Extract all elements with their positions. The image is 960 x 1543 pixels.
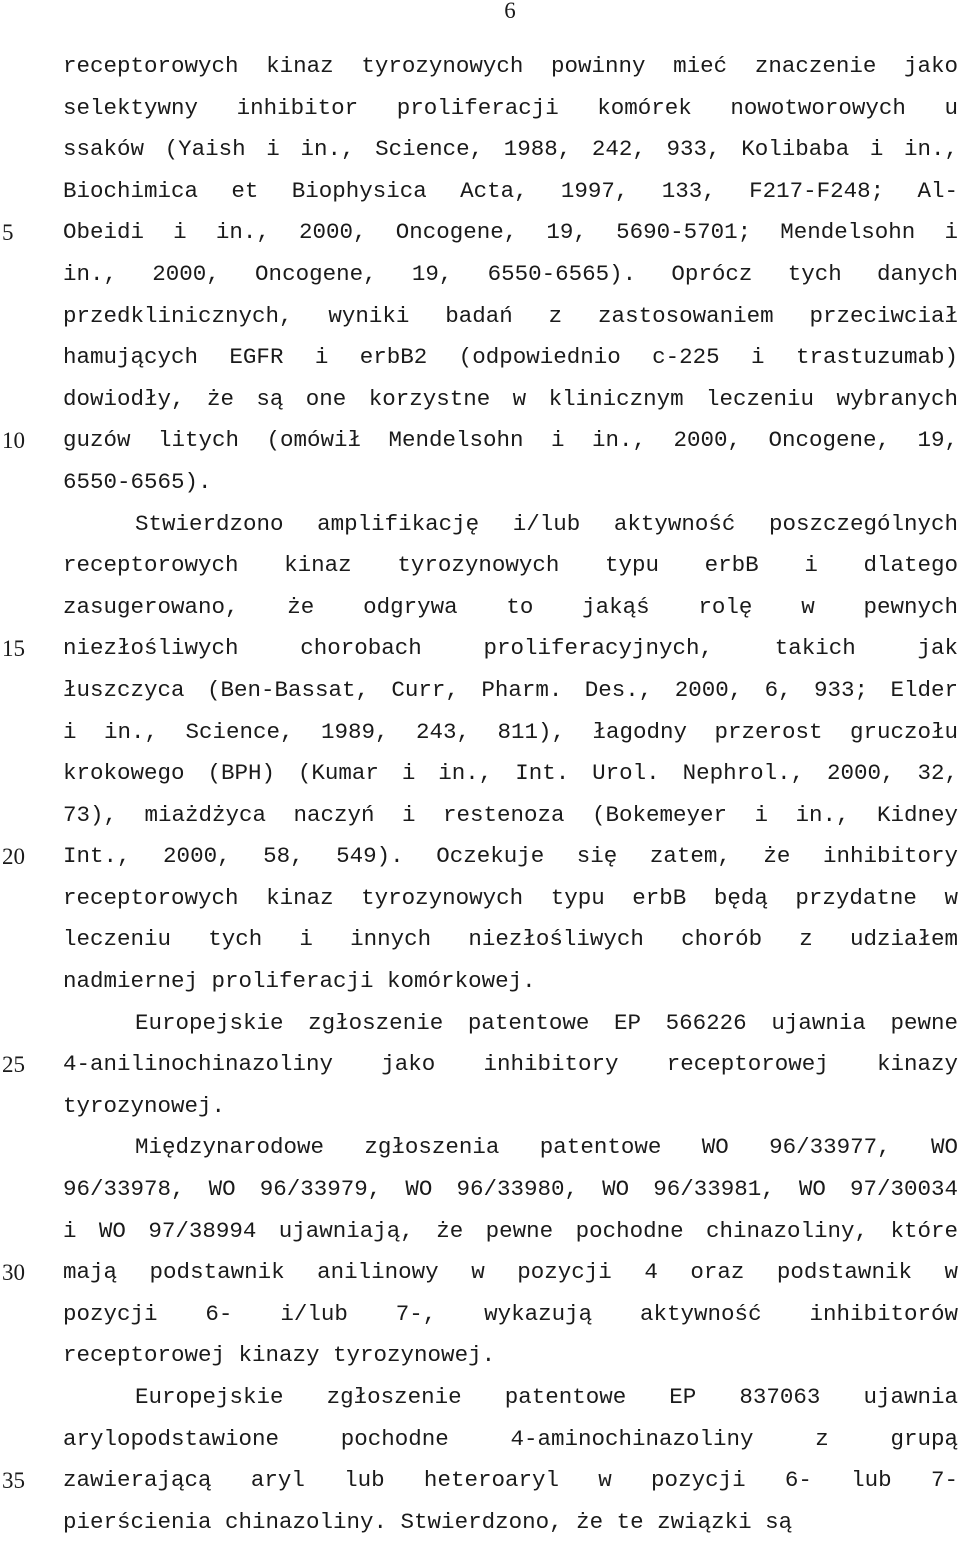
text-line: guzów litych (omówił Mendelsohn i in., 2000, Oncogene, 19,: [63, 427, 958, 454]
text-line: dowiodły, że są one korzystne w klinicznym leczeniu wybranych: [63, 385, 958, 412]
text-line: i WO 97/38994 ujawniają, że pewne pochodne chinazoliny, które: [63, 1217, 958, 1244]
margin-line-number: 35: [2, 1468, 25, 1494]
margin-line-number: 20: [2, 844, 25, 870]
text-line: Międzynarodowe zgłoszenia patentowe WO 96/33977, WO: [135, 1134, 958, 1161]
text-line: receptorowych kinaz tyrozynowych typu erbB i dlatego: [63, 552, 958, 579]
text-line: niezłośliwych chorobach proliferacyjnych, takich jak: [63, 635, 958, 662]
text-line: łuszczyca (Ben-Bassat, Curr, Pharm. Des., 2000, 6, 933; Elder: [63, 676, 958, 703]
text-line: pozycji 6- i/lub 7-, wykazują aktywność inhibitorów: [63, 1300, 958, 1327]
margin-line-number: 15: [2, 636, 25, 662]
page-number: 6: [504, 0, 516, 23]
text-line: Int., 2000, 58, 549). Oczekuje się zatem, że inhibitory: [63, 843, 958, 870]
text-line: arylopodstawione pochodne 4-aminochinazoliny z grupą: [63, 1425, 958, 1452]
text-line: nadmiernej proliferacji komórkowej.: [63, 968, 536, 995]
text-line: 73), miażdżyca naczyń i restenoza (Bokemeyer i in., Kidney: [63, 801, 958, 828]
text-line: tyrozynowej.: [63, 1092, 226, 1119]
text-line: Europejskie zgłoszenie patentowe EP 566226 ujawnia pewne: [135, 1009, 958, 1036]
margin-line-number: 10: [2, 428, 25, 454]
text-line: 6550-6565).: [63, 468, 212, 495]
text-line: receptorowej kinazy tyrozynowej.: [63, 1342, 496, 1369]
text-line: Biochimica et Biophysica Acta, 1997, 133, F217-F248; Al-: [63, 177, 958, 204]
margin-line-number: 25: [2, 1052, 25, 1078]
document-body: [63, 46, 958, 1543]
text-line: pierścienia chinazoliny. Stwierdzono, że te związki są: [63, 1508, 793, 1535]
text-line: receptorowych kinaz tyrozynowych typu erbB będą przydatne w: [63, 884, 958, 911]
text-line: mają podstawnik anilinowy w pozycji 4 oraz podstawnik w: [63, 1259, 958, 1286]
text-line: leczeniu tych i innych niezłośliwych chorób z udziałem: [63, 926, 958, 953]
text-line: 4-anilinochinazoliny jako inhibitory receptorowej kinazy: [63, 1051, 958, 1078]
text-line: Stwierdzono amplifikację i/lub aktywność poszczególnych: [135, 510, 958, 537]
text-line: receptorowych kinaz tyrozynowych powinny mieć znaczenie jako: [63, 53, 958, 79]
text-line: Europejskie zgłoszenie patentowe EP 837063 ujawnia: [135, 1384, 958, 1410]
text-line: hamujących EGFR i erbB2 (odpowiednio c-225 i trastuzumab): [63, 344, 958, 371]
text-line: przedklinicznych, wyniki badań z zastosowaniem przeciwciał: [63, 302, 958, 329]
text-line: in., 2000, Oncogene, 19, 6550-6565). Oprócz tych danych: [63, 260, 958, 287]
text-line: Obeidi i in., 2000, Oncogene, 19, 5690-5701; Mendelsohn i: [63, 219, 958, 246]
text-line: i in., Science, 1989, 243, 811), łagodny przerost gruczołu: [63, 718, 958, 745]
text-line: krokowego (BPH) (Kumar i in., Int. Urol. Nephrol., 2000, 32,: [63, 760, 958, 787]
text-line: ssaków (Yaish i in., Science, 1988, 242, 933, Kolibaba i in.,: [63, 136, 958, 163]
text-line: 96/33978, WO 96/33979, WO 96/33980, WO 96/33981, WO 97/30034: [63, 1176, 958, 1203]
text-line: zawierającą aryl lub heteroaryl w pozycji 6- lub 7-: [63, 1467, 958, 1494]
text-line: zasugerowano, że odgrywa to jakąś rolę w pewnych: [63, 593, 958, 620]
margin-line-number: 30: [2, 1260, 25, 1286]
margin-line-number: 5: [2, 220, 14, 246]
text-line: selektywny inhibitor proliferacji komórek nowotworowych u: [63, 94, 958, 121]
